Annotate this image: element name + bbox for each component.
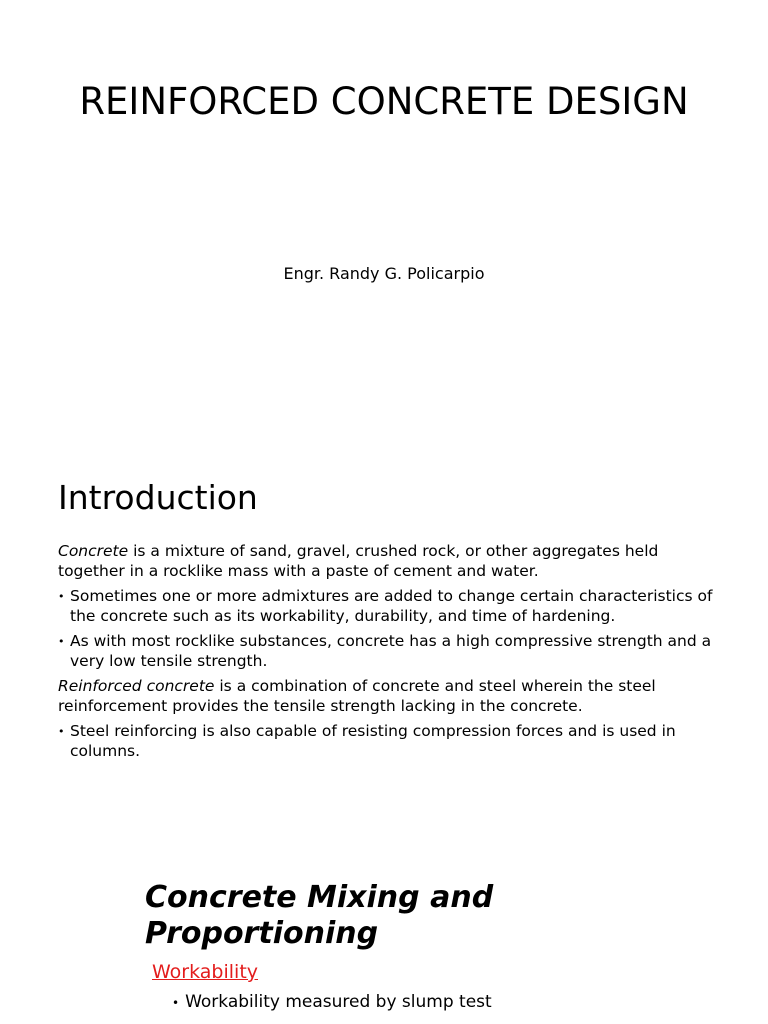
list-item-text: Workability measured by slump test — [185, 992, 492, 1012]
title-slide — [0, 0, 768, 456]
list-item — [172, 990, 492, 1015]
term-reinforced-concrete: Reinforced concrete — [58, 677, 215, 695]
list-item-text: Sometimes one or more admixtures are added to change certain characteristics of the concrete such as its workability, durability, and time of hardening. — [70, 587, 713, 625]
paragraph-concrete — [58, 542, 728, 581]
paragraph-text: is a mixture of sand, gravel, crushed rock, or other aggregates held together in a rocklike mass with a paste of cement and water. — [58, 542, 659, 580]
paragraph-reinforced-concrete — [58, 677, 728, 716]
list-item-text: Steel reinforcing is also capable of resisting compression forces and is used in columns. — [70, 722, 676, 760]
bullet-icon: • — [58, 725, 65, 738]
slide-body — [58, 542, 728, 767]
list-item-text: As with most rocklike substances, concrete has a high compressive strength and a very low tensile strength. — [70, 632, 712, 670]
bullet-icon: • — [58, 590, 65, 603]
bullet-icon: • — [58, 635, 65, 648]
mixing-slide — [0, 840, 768, 1024]
list-item — [58, 722, 728, 761]
author-subtitle: Engr. Randy G. Policarpio — [283, 264, 485, 283]
slide-heading: Concrete Mixing and Proportioning — [145, 880, 494, 951]
slide-heading: Introduction — [58, 478, 258, 517]
paragraph-text: is a combination of concrete and steel wherein the steel reinforcement provides the tensile strength lacking in the concrete. — [58, 677, 656, 715]
presentation-title: REINFORCED CONCRETE DESIGN — [79, 80, 689, 123]
term-concrete: Concrete — [58, 542, 129, 560]
workability-link[interactable]: Workability — [152, 961, 259, 983]
introduction-slide — [0, 456, 768, 840]
bullet-icon: • — [172, 996, 180, 1010]
list-item — [58, 587, 728, 626]
list-item — [58, 632, 728, 671]
